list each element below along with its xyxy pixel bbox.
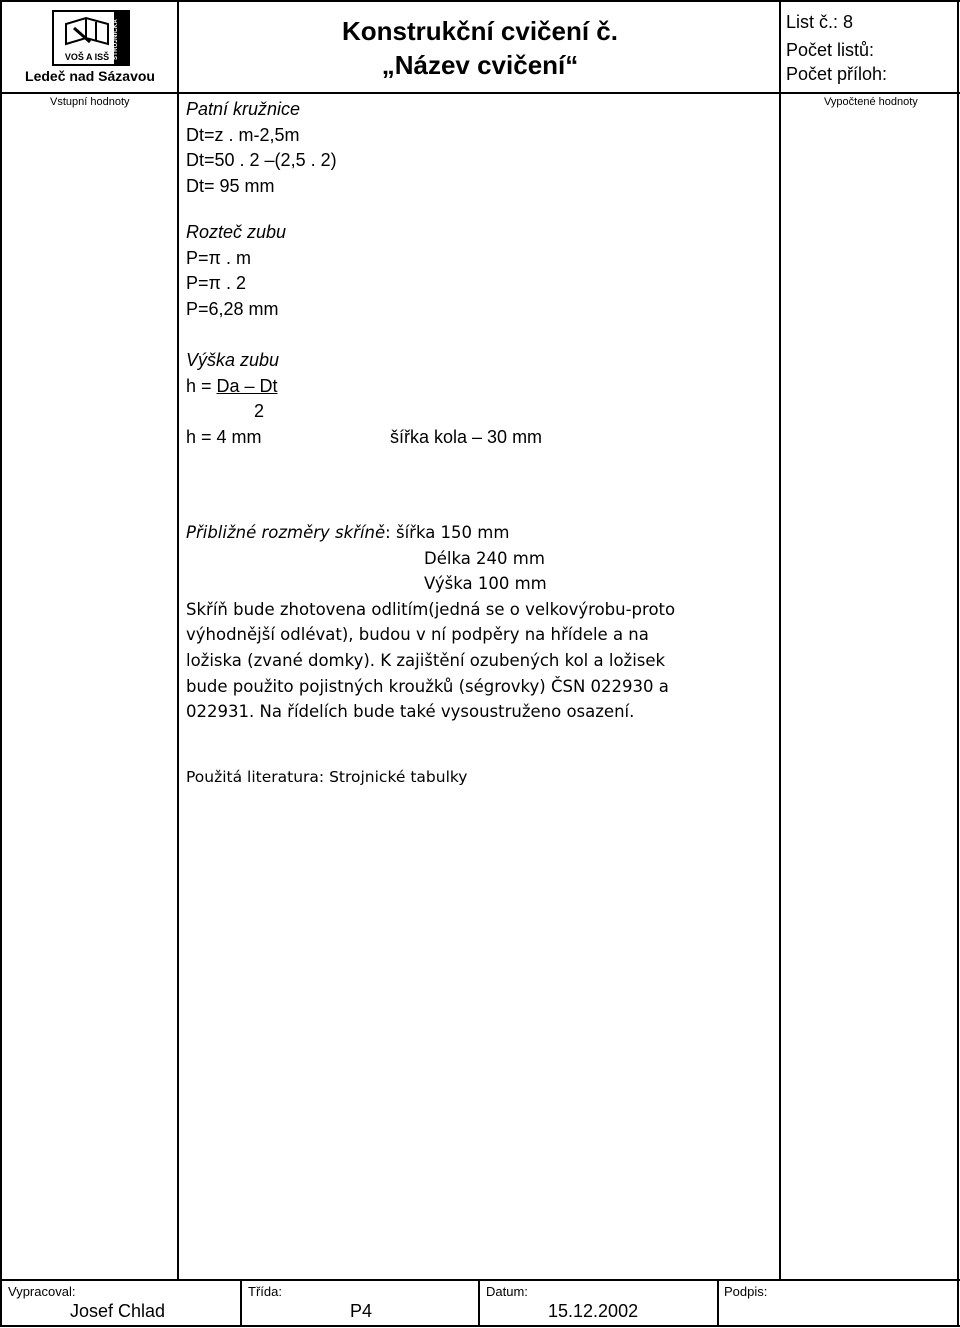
- paragraph-line: bude použito pojistných kroužků (ségrovky) ČSN 022930 a: [186, 676, 669, 696]
- dimension-height: Výška 100 mm: [424, 574, 547, 594]
- formula-line: Dt=z . m-2,5m: [186, 124, 300, 145]
- formula-line: [186, 374, 279, 400]
- formula-line: Dt=50 . 2 –(2,5 . 2): [186, 150, 337, 171]
- sheet-count: Počet listů:: [786, 40, 875, 60]
- date-value: 15.12.2002: [548, 1301, 639, 1321]
- paragraph-line: výhodnější odlévat), budou v ní podpěry na hřídele a na: [186, 625, 649, 645]
- formula-denominator: 2: [254, 401, 265, 422]
- frame-right: [957, 0, 959, 1327]
- paragraph-line: Skříň bude zhotovena odlitím(jedná se o velkovýrobu-proto: [186, 599, 676, 619]
- root-circle-section: [186, 97, 337, 199]
- footer-divider: [0, 1279, 960, 1281]
- section-heading: Rozteč zubu: [186, 222, 287, 242]
- wheel-width: šířka kola – 30 mm: [390, 427, 543, 447]
- signature-label: Podpis:: [724, 1284, 768, 1299]
- tooth-pitch-section: [186, 220, 286, 322]
- frame-top: [0, 0, 960, 2]
- book-pen-icon: [60, 16, 114, 52]
- date-label: Datum:: [486, 1284, 528, 1299]
- paragraph-line: ložiska (zvané domky). K zajištění ozubených kol a ložisek: [186, 650, 666, 670]
- input-values-label: Vstupní hodnoty: [50, 96, 130, 108]
- dimension-length: Délka 240 mm: [424, 548, 545, 568]
- frame-bottom: [0, 1325, 960, 1327]
- left-column-divider: [177, 0, 179, 1280]
- attachment-count: Počet příloh:: [786, 64, 888, 84]
- dimension-width: : šířka 150 mm: [385, 523, 510, 542]
- formula-line: h = 4 mm: [186, 426, 262, 447]
- tooth-height-section: [186, 348, 279, 450]
- header-divider: [0, 92, 960, 94]
- class-label: Třída:: [248, 1284, 282, 1299]
- formula-line: P=6,28 mm: [186, 298, 279, 319]
- section-heading: Patní kružnice: [186, 99, 301, 119]
- frame-left: [0, 0, 2, 1327]
- section-heading: Výška zubu: [186, 350, 280, 370]
- literature-line: Použitá literatura: Strojnické tabulky: [186, 768, 468, 786]
- section-heading: Přibližné rozměry skříně: [186, 523, 386, 542]
- formula-line: P=π . m: [186, 247, 251, 268]
- formula-line: Dt= 95 mm: [186, 175, 275, 196]
- footer-divider-2: [478, 1279, 480, 1327]
- logo-text: VOŠ A ISŠ: [64, 52, 110, 62]
- formula-numerator: Da – Dt: [216, 375, 278, 396]
- page-title: Konstrukční cvičení č.: [342, 16, 618, 46]
- logo-side-text: STROJNICKÁ: [113, 18, 119, 60]
- housing-dimensions: [186, 520, 675, 725]
- footer-divider-1: [240, 1279, 242, 1327]
- school-logo: [52, 10, 130, 66]
- right-column-divider: [779, 0, 781, 1280]
- author-value: Josef Chlad: [70, 1301, 166, 1321]
- computed-values-label: Vypočtené hodnoty: [824, 96, 918, 108]
- formula-prefix: h =: [186, 375, 217, 396]
- dimensions-line: [186, 520, 675, 546]
- list-number: List č.: 8: [786, 12, 854, 32]
- footer-divider-3: [717, 1279, 719, 1327]
- class-value: P4: [350, 1301, 373, 1321]
- formula-line: P=π . 2: [186, 273, 246, 294]
- exercise-name: „Název cvičení“: [381, 50, 579, 80]
- school-city: Ledeč nad Sázavou: [25, 68, 155, 84]
- author-label: Vypracoval:: [8, 1284, 76, 1299]
- paragraph-line: 022931. Na řídelích bude také vysoustruženo osazení.: [186, 702, 635, 722]
